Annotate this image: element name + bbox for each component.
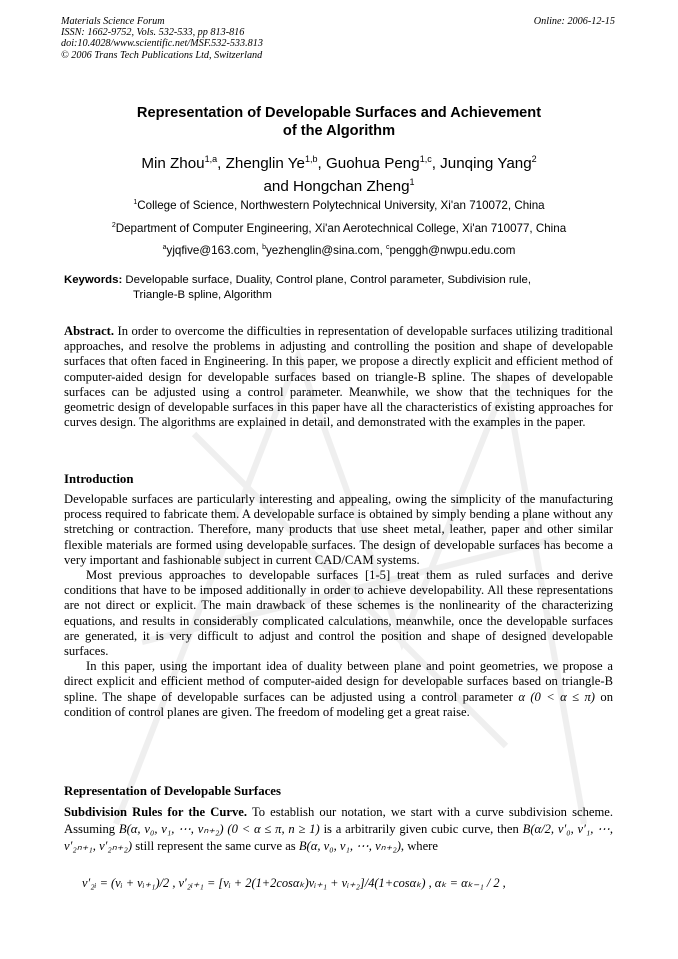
- author-affil-marker: 1,c: [419, 154, 432, 164]
- abstract-label: Abstract.: [64, 324, 115, 338]
- email-c[interactable]: penggh@nwpu.edu.com: [389, 243, 516, 257]
- author-name: Guohua Peng: [325, 155, 420, 173]
- author-affil-marker: 1,b: [304, 154, 318, 164]
- abstract-text: In order to overcome the difficulties in representation of developable surfaces utilizing traditional approaches, and resolve the problems in adjusting and controlling the position and shape of developable surfaces that often faced in Engineering. In this paper, we propose a directly explicit and efficient method of computer-aided design for developable surfaces based on triangle-B spline. The shapes of developable surfaces can be adjusted using a control parameter. Meanwhile, we show that the techniques for the geometric design of developable surfaces in this paper have all the characteristics of existing approaches for curves design. The algorithms are explained in detail, and demonstrated with the examples in the paper.: [64, 324, 614, 430]
- online-date: Online: 2006-12-15: [533, 16, 615, 27]
- paper-title: [61, 104, 617, 140]
- keywords-line-2: Triangle-B spline, Algorithm: [133, 289, 272, 301]
- affil-marker: 2: [111, 222, 116, 229]
- representation-body: [64, 804, 613, 855]
- intro-paragraph-3: [64, 659, 613, 720]
- author-affil-marker: 1: [409, 177, 415, 188]
- control-parameter-math: α (0 < α ≤ π): [518, 689, 595, 704]
- intro-p3-text-end: on condition of control planes are given. The freedom of modeling get a great raise.: [64, 689, 613, 719]
- curve-math: B(α, v₀, v₁, ⋯, vₙ₊₂) (0 < α ≤ π, n ≥ 1): [118, 822, 320, 836]
- intro-paragraph-1: Developable surfaces are particularly interesting and appealing, owing the simplicity of the manufacturing process required to fabricate them. A developable surface is obtained by simply bending a plane without any stretching or contraction. Therefore, many products that use sheet metal, leather, paper and other similar flexible materials are formed using developable surfaces. The design of developable surfaces has become a very important and fashionable subject in current CAD/CAM systems.: [64, 492, 613, 567]
- email-marker: a: [162, 244, 167, 251]
- keywords-line-1: Developable surface, Duality, Control plane, Control parameter, Subdivision rule,: [125, 274, 532, 286]
- email-b[interactable]: yezhenglin@sina.com,: [265, 243, 387, 257]
- journal-header: [61, 16, 263, 61]
- abstract: [64, 324, 613, 430]
- email-line: [61, 241, 617, 258]
- section-heading-introduction: Introduction: [64, 472, 134, 486]
- affiliation-2: [61, 219, 617, 236]
- affil-text: Department of Computer Engineering, Xi'an Aerotechnical College, Xi'an 710077, China: [115, 221, 567, 235]
- issn-line: ISSN: 1662-9752, Vols. 532-533, pp 813-816: [61, 27, 245, 39]
- copyright-line: © 2006 Trans Tech Publications Ltd, Switzerland: [61, 49, 263, 61]
- rep-text-1: To establish our notation, we start with a curve subdivision scheme. Assuming: [64, 805, 614, 836]
- author-list: [61, 150, 617, 196]
- journal-name: Materials Science Forum: [61, 16, 165, 27]
- email-marker: b: [262, 244, 266, 251]
- section-heading-representation: Representation of Developable Surfaces: [64, 784, 281, 798]
- email-marker: c: [386, 244, 390, 251]
- subdivided-curve-math: B(α/2, v′₀, v′₁, ⋯, v′₂ₙ₊₁, v′₂ₙ₊₂): [64, 822, 613, 853]
- affiliation-1: [61, 196, 617, 213]
- author-sep: ,: [431, 155, 441, 173]
- author-sep: ,: [317, 155, 326, 173]
- affil-marker: 1: [133, 199, 138, 206]
- title-line-2: of the Algorithm: [282, 123, 396, 139]
- author-name: Junqing Yang: [440, 155, 532, 173]
- author-affil-marker: 2: [531, 154, 537, 164]
- author-name: Zhenglin Ye: [225, 155, 305, 173]
- title-line-1: Representation of Developable Surfaces and Achievement: [136, 105, 542, 121]
- keywords-label: Keywords:: [64, 274, 123, 286]
- intro-paragraph-2: Most previous approaches to developable surfaces [1-5] treat them as ruled surfaces and derive conditions that have to be imposed additionally in order to achieve developability. All these representations are not direct or explicit. The main drawback of these schemes is the nonlinearity of the characterizing equations, and results in considerably complicated calculations, meanwhile, once the developable surfaces are generated, it is very difficult to adjust and control the position and shape of designed developable surfaces.: [64, 568, 613, 659]
- author-name: and Hongchan Zheng: [263, 178, 410, 196]
- author-name: Min Zhou: [141, 155, 205, 173]
- keywords-block: [64, 273, 613, 303]
- authors-line-2: [61, 173, 617, 196]
- subdivision-equation: v′₂ᵢ = (vᵢ + vᵢ₊₁)/2 , v′₂ᵢ₊₁ = [vᵢ + 2(1+2cosαₖ)vᵢ₊₁ + vᵢ₊₂]/4(1+cosαₖ) , αₖ = αₖ₋₁ / 2 ,: [82, 876, 506, 890]
- authors-line-1: [61, 150, 617, 173]
- doi-line: doi:10.4028/www.scientific.net/MSF.532-533.813: [61, 38, 263, 50]
- rep-text-1b: is a arbitrarily given cubic curve, then: [323, 822, 519, 836]
- original-curve-math: B(α, v₀, v₁, ⋯, vₙ₊₂): [298, 839, 401, 853]
- introduction-body: [64, 492, 613, 720]
- author-affil-marker: 1,a: [204, 154, 218, 164]
- rep-text-2b: , where: [400, 839, 438, 853]
- subsection-label: Subdivision Rules for the Curve.: [64, 805, 248, 819]
- intro-p3-text: In this paper, using the important idea of duality between plane and point geometries, we propose a direct explicit and efficient method of computer-aided design for developable surfaces based on triangle-B spline. The shape of developable surfaces can be adjusted using a control parameter: [64, 659, 613, 704]
- author-sep: ,: [217, 155, 226, 173]
- rep-text-2: still represent the same curve as: [135, 839, 296, 853]
- email-a[interactable]: yjqfive@163.com,: [166, 243, 263, 257]
- affil-text: College of Science, Northwestern Polytechnical University, Xi'an 710072, China: [137, 198, 545, 212]
